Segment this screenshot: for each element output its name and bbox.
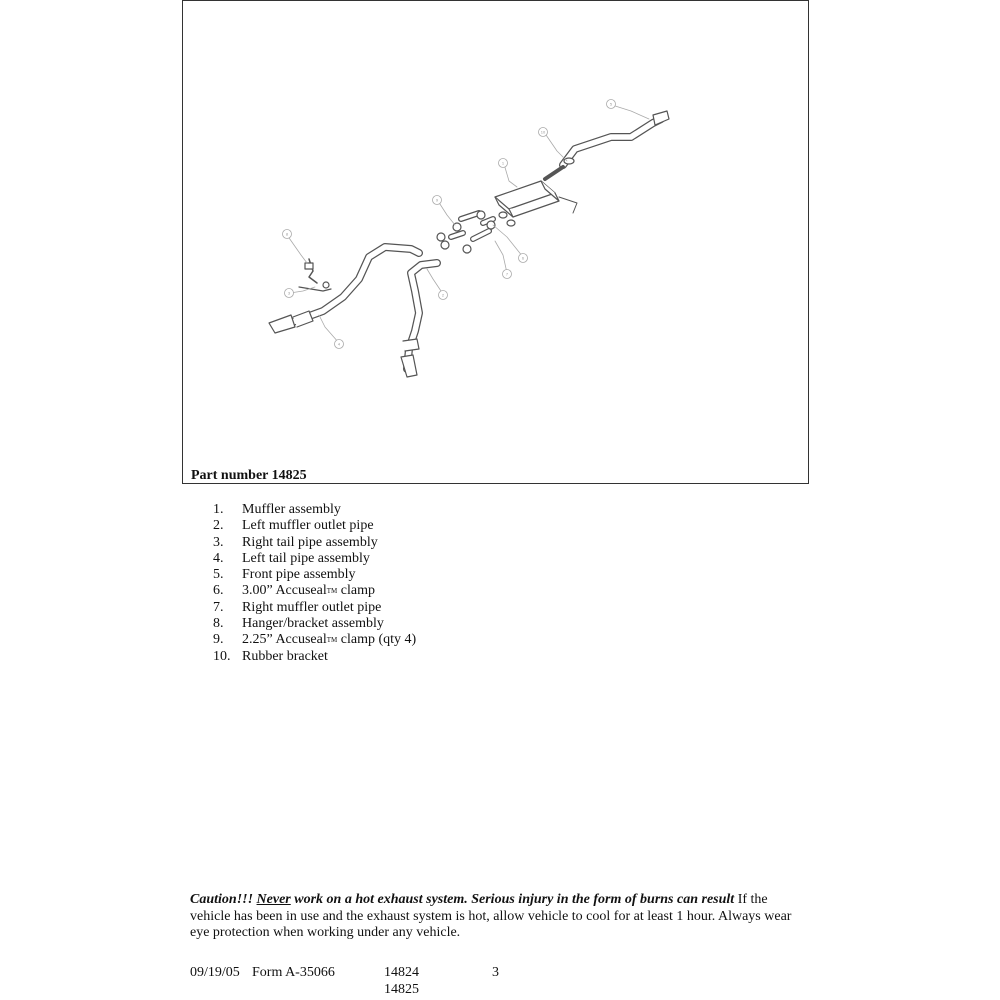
item-number: 4.: [213, 550, 224, 566]
item-name: Left muffler outlet pipe: [242, 518, 374, 534]
item-number: 2.: [213, 518, 224, 534]
right-tail-pipe-assembly: [401, 263, 437, 377]
list-item: [213, 649, 416, 665]
list-item: [213, 632, 416, 648]
exhaust-system-diagram: [183, 1, 808, 483]
list-item: [213, 518, 416, 534]
list-item: [213, 567, 416, 583]
callout-number: 10: [540, 129, 546, 135]
callout-number: 1: [501, 160, 505, 166]
item-name: Muffler assembly: [242, 502, 341, 517]
item-number: 9.: [213, 632, 224, 648]
trademark-mark: TM: [326, 636, 338, 645]
item-number: 1.: [213, 502, 224, 517]
item-number: 10.: [213, 648, 231, 664]
callout-number: 6: [521, 255, 525, 261]
item-number: 6.: [213, 583, 224, 599]
footer-part-b: 14825: [384, 982, 419, 997]
front-pipe-assembly: [563, 111, 669, 165]
item-name: Right muffler outlet pipe: [242, 599, 382, 615]
page-number: 3: [492, 965, 499, 980]
callout-number: 4: [337, 341, 341, 347]
list-item: [213, 616, 416, 632]
item-name: 2.25” Accuseal: [242, 632, 327, 648]
hanger-bracket-assembly: [299, 259, 331, 291]
item-name: 3.00” Accuseal: [242, 583, 327, 599]
caution-warning: work on a hot exhaust system. Serious injury in the form of burns can result: [290, 892, 735, 907]
list-item: [213, 502, 416, 518]
list-item: [213, 535, 416, 551]
footer-part-a: 14824: [384, 965, 419, 980]
caution-paragraph: [190, 892, 810, 942]
caution-lead: Caution!!!: [190, 892, 257, 907]
item-number: 8.: [213, 616, 224, 632]
list-item: [213, 600, 416, 616]
item-number: 5.: [213, 567, 224, 583]
item-name-suffix: clamp (qty 4): [337, 632, 417, 648]
footer-date: 09/19/05: [190, 965, 240, 980]
callout-number: 5: [609, 101, 613, 107]
item-name-suffix: clamp: [337, 583, 375, 599]
exploded-diagram-figure: [182, 0, 809, 484]
footer-part-numbers: [384, 964, 419, 998]
callout-number: 3: [287, 290, 291, 296]
parts-list: [213, 502, 416, 665]
footer-form-number: Form A-35066: [252, 965, 335, 980]
callout-number: 2: [441, 292, 445, 298]
part-number-caption: Part number 14825: [191, 468, 307, 483]
list-item: [213, 551, 416, 567]
caution-body: If the vehicle has been in use and the exhaust system is hot, allow vehicle to cool for at least 1 hour. Always wear eye protection when working under any vehicle.: [190, 892, 792, 940]
trademark-mark: TM: [326, 587, 338, 596]
item-name: Right tail pipe assembly: [242, 534, 378, 550]
list-item: [213, 583, 416, 599]
callout-circles: [283, 100, 616, 349]
caution-never: Never: [256, 892, 291, 907]
item-name: Left tail pipe assembly: [242, 550, 370, 566]
item-name: Front pipe assembly: [242, 567, 356, 583]
callout-number: 9: [435, 197, 439, 203]
callout-number: 8: [285, 231, 289, 237]
muffler-outlet-pipes-and-clamps: [437, 211, 495, 253]
item-number: 3.: [213, 534, 224, 550]
item-name: Hanger/bracket assembly: [242, 616, 384, 632]
item-number: 7.: [213, 599, 224, 615]
item-name: Rubber bracket: [242, 648, 328, 664]
callout-number: 7: [505, 271, 509, 277]
